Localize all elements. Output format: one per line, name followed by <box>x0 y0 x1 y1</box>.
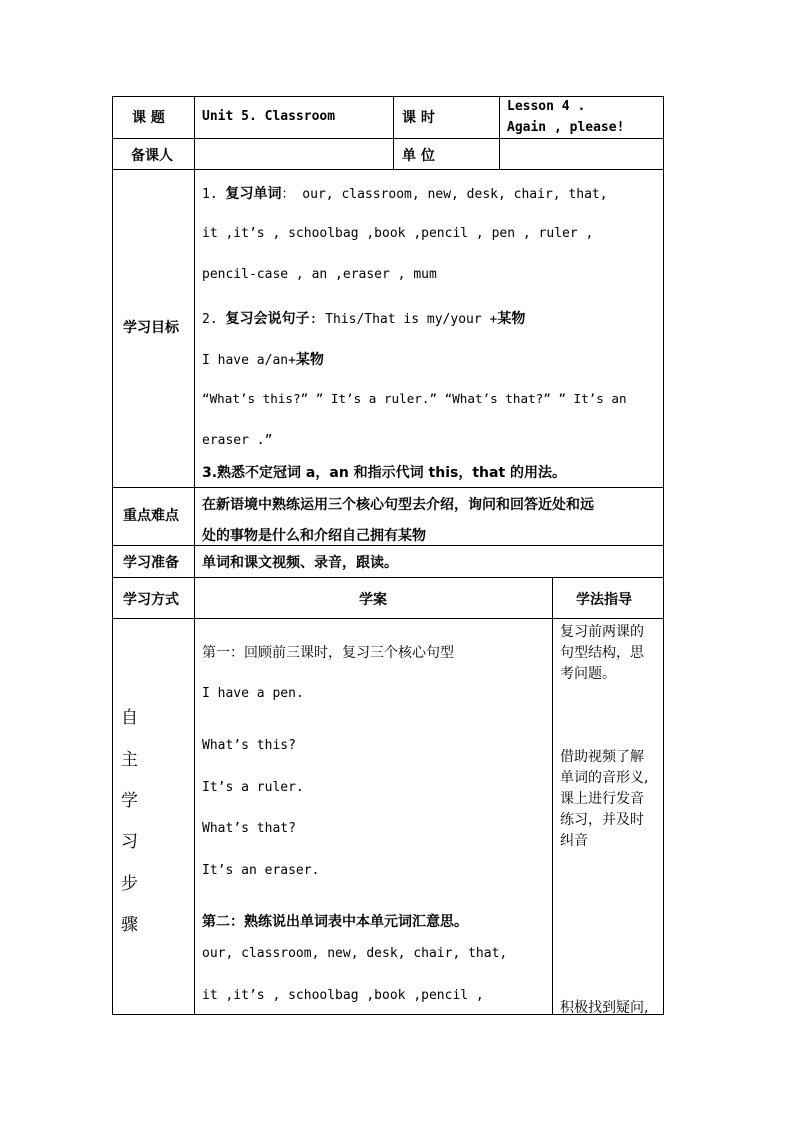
vertical-label-char: 自 <box>121 708 138 728</box>
period-label: 课 时 <box>402 110 435 126</box>
unit-label: 单 位 <box>402 148 435 164</box>
objective-line-7: eraser .” <box>202 433 273 448</box>
guide-text: 积极找到疑问, <box>560 1000 649 1016</box>
keypoints-line-1: 在新语境中熟练运用三个核心句型去介绍，询问和回答近处和远 <box>202 497 594 513</box>
word-line-1: our, classroom, new, desk, chair, that, <box>202 946 508 961</box>
sentence-2: What’s this? <box>202 738 296 753</box>
objective-line-1: 1. 复习单词： our, classroom, new, desk, chair, that, <box>202 186 608 202</box>
objectives-label: 学习目标 <box>123 320 179 336</box>
sentence-4: What’s that? <box>202 821 296 836</box>
objective-line-4: 2. 复习会说句子: This/That is my/your +某物 <box>202 311 526 327</box>
plan-header: 学案 <box>359 592 387 608</box>
method-label: 学习方式 <box>123 592 179 608</box>
vertical-label-char: 习 <box>121 832 138 852</box>
objective-line-6: “What’s this?” ” It’s a ruler.” “What’s that?” ” It’s an <box>202 391 627 406</box>
lesson-line-2: Again , please! <box>507 120 625 135</box>
sentence-5: It’s an eraser. <box>202 863 320 878</box>
sentence-1: I have a pen. <box>202 686 304 701</box>
vertical-label-char: 步 <box>121 874 138 894</box>
sentence-3: It’s a ruler. <box>202 780 304 795</box>
guide-text: 复习前两课的 <box>560 624 644 640</box>
preparation-label: 学习准备 <box>123 555 179 571</box>
keypoints-line-2: 处的事物是什么和介绍自己拥有某物 <box>202 528 426 544</box>
lesson-line-1: Lesson 4 . <box>507 99 586 114</box>
topic-value: Unit 5. Classroom <box>202 109 336 124</box>
keypoints-label: 重点难点 <box>123 508 179 524</box>
vertical-label-char: 骤 <box>121 915 138 935</box>
word-line-2: it ,it’s , schoolbag ,book ,pencil , <box>202 988 484 1003</box>
vertical-label-char: 学 <box>121 791 138 811</box>
vertical-label-char: 主 <box>121 750 138 770</box>
guide-text: 借助视频了解 <box>560 749 644 765</box>
objective-line-8: 3.熟悉不定冠词 a，an 和指示代词 this，that 的用法。 <box>202 465 567 481</box>
objective-line-5: I have a/an+某物 <box>202 352 324 368</box>
guide-text: 课上进行发音 <box>560 791 644 807</box>
guide-header: 学法指导 <box>576 592 632 608</box>
preparation-value: 单词和课文视频、录音，跟读。 <box>202 555 398 571</box>
guide-text: 练习，并及时 <box>560 812 644 828</box>
guide-text: 句型结构，思 <box>560 645 644 661</box>
section-2-title: 第二：熟练说出单词表中本单元词汇意思。 <box>202 914 468 930</box>
preparer-label: 备课人 <box>131 148 173 164</box>
section-1-title: 第一：回顾前三课时，复习三个核心句型 <box>202 645 454 661</box>
guide-text: 纠音 <box>560 833 588 849</box>
guide-text: 单词的音形义, <box>560 770 649 786</box>
objective-line-2: it ,it’s , schoolbag ,book ,pencil , pen , ruler , <box>202 226 594 241</box>
objective-line-3: pencil-case , an ,eraser , mum <box>202 267 437 282</box>
topic-label: 课 题 <box>132 110 165 126</box>
guide-text: 考问题。 <box>560 666 616 682</box>
